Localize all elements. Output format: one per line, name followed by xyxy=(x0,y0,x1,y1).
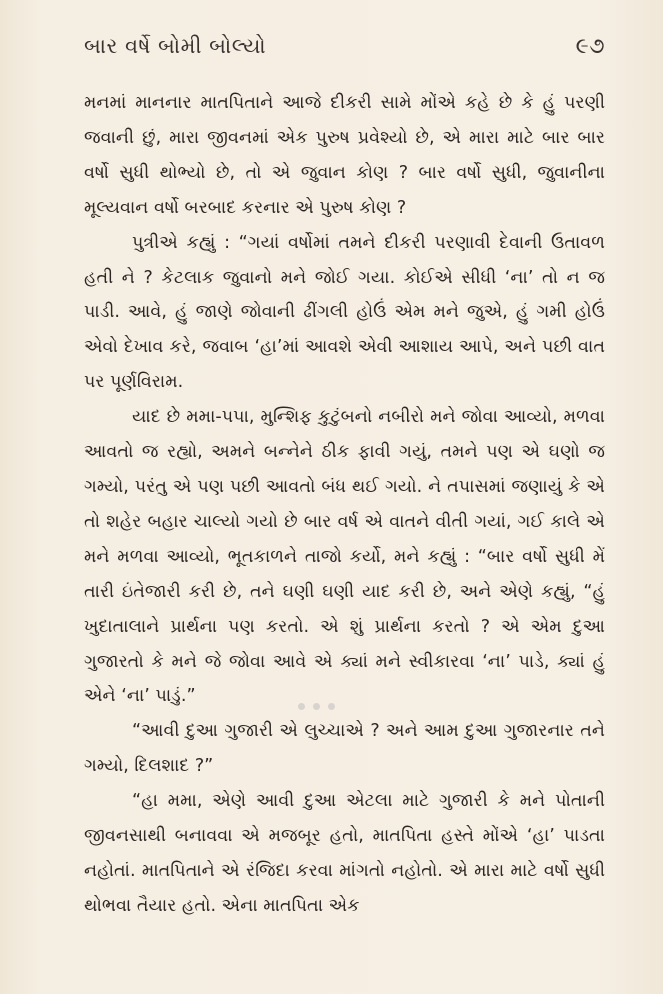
paragraph: મનમાં માનનાર માતપિતાને આજે દીકરી સામે મોંએ કહે છે કે હું પરણી જવાની છું, મારા જીવનમાં એક પુરુષ પ્રવેશ્યો છે, એ મારા માટે બાર બાર વર્ષો સુધી થોભ્યો છે, તો એ જુવાન કોણ ? બાર વર્ષો સુધી, જુવાનીના મૂલ્યવાન વર્ષો બરબાદ કરનાર એ પુરુષ કોણ ? xyxy=(84,93,605,218)
dot-icon xyxy=(313,703,320,710)
section-dots-ornament xyxy=(298,703,335,710)
dot-icon xyxy=(328,703,335,710)
dot-icon xyxy=(298,703,305,710)
paragraph: પુત્રીએ કહ્યું : “ગયાં વર્ષોમાં તમને દીકરી પરણાવી દેવાની ઉતાવળ હતી ને ? કેટલાક જુવાનો મને જોઈ ગયા. કોઈએ સીધી ‘ના’ તો ન જ પાડી. આવે, હું જાણે જોવાની ઢીંગલી હોઉં એમ મને જુએ, હું ગમી હોઉં એવો દેખાવ કરે, જવાબ ‘હા’માં આવશે એવી આશાય આપે, અને પછી વાત પર પૂર્ણવિરામ. xyxy=(84,232,605,393)
body-text xyxy=(84,86,605,924)
paragraph: “આવી દુઆ ગુજારી એ લુચ્ચાએ ? અને આમ દુઆ ગુજારનાર તને ગમ્યો, દિલશાદ ?” xyxy=(84,721,605,777)
paragraph: “હા મમા, એણે આવી દુઆ એટલા માટે ગુજારી કે મને પોતાની જીવનસાથી બનાવવા એ મજબૂર હતો, માતપિતા હસ્તે મોંએ ‘હા’ પાડતા નહોતાં. માતપિતાને એ રંજિદા કરવા માંગતો નહોતો. એ મારા માટે વર્ષો સુધી થોભવા તૈયાર હતો. એના માતપિતા એક xyxy=(84,791,605,916)
paragraph: યાદ છે મમા-પપા, મુન્શિફ કુટુંબનો નબીરો મને જોવા આવ્યો, મળવા આવતો જ રહ્યો, અમને બન્નેને ઠીક ફાવી ગયું, તમને પણ એ ઘણો જ ગમ્યો, પરંતુ એ પણ પછી આવતો બંધ થઈ ગયો. ને તપાસમાં જણાયું કે એ તો શહેર બહાર ચાલ્યો ગયો છે બાર વર્ષ એ વાતને વીતી ગયાં, ગઈ કાલે એ મને મળવા આવ્યો, ભૂતકાળને તાજો કર્યો, મને કહ્યું : “બાર વર્ષો સુધી મેં તારી ઇંતેજારી કરી છે, તને ઘણી ઘણી યાદ કરી છે, અને એણે કહ્યું, “હું ખુદાતાલાને પ્રાર્થના પણ કરતો. એ શું પ્રાર્થના કરતો ? એ એમ દુઆ ગુજારતો કે મને જે જોવા આવે એ ક્યાં મને સ્વીકારવા ‘ના’ પાડે, ક્યાં હું એને ‘ના’ પાડું.” xyxy=(84,407,605,707)
running-header xyxy=(84,34,605,74)
page-number: ૯૭ xyxy=(575,34,605,59)
chapter-title: બાર વર્ષે બોમી બોલ્યો xyxy=(84,34,267,58)
